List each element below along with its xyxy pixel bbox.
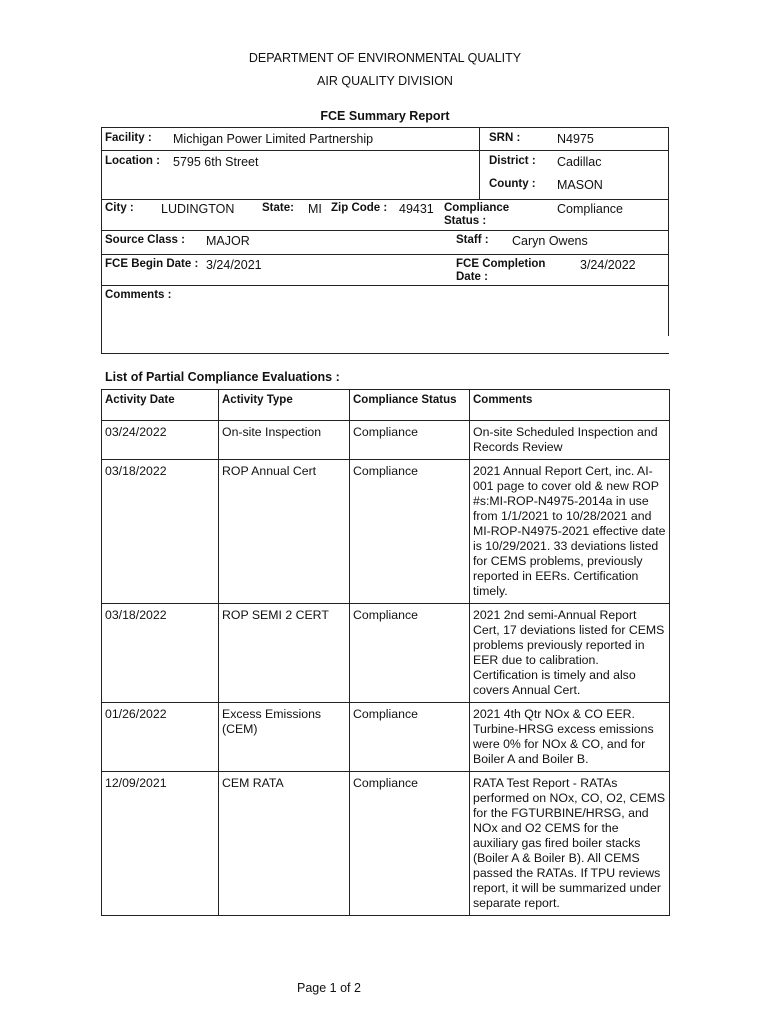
- pce-table: [101, 389, 670, 916]
- summary-column-divider: [479, 127, 480, 199]
- page-number: Page 1 of 2: [297, 981, 361, 995]
- source-class-label: Source Class :: [105, 234, 185, 246]
- city-value: LUDINGTON: [161, 202, 235, 216]
- district-label: District :: [489, 155, 536, 167]
- comments-cell: On-site Scheduled Inspection and Records Review: [470, 421, 670, 460]
- compliance-status-value: Compliance: [557, 202, 624, 216]
- compliance-status-cell: Compliance: [350, 703, 470, 772]
- activity-type-cell: On-site Inspection: [219, 421, 350, 460]
- table-row: [102, 460, 670, 604]
- summary-divider: [101, 199, 669, 200]
- staff-value: Caryn Owens: [512, 234, 588, 248]
- summary-bottom-border: [101, 353, 669, 354]
- department-title: DEPARTMENT OF ENVIRONMENTAL QUALITY: [248, 51, 522, 65]
- staff-label: Staff :: [456, 234, 489, 246]
- compliance-status-cell: Compliance: [350, 460, 470, 604]
- table-header-row: [102, 390, 670, 421]
- fce-completion-label: FCE Completion Date :: [456, 258, 546, 283]
- activity-date-cell: 03/24/2022: [102, 421, 219, 460]
- column-header-comments: Comments: [470, 390, 670, 421]
- fce-begin-value: 3/24/2021: [206, 258, 262, 272]
- county-label: County :: [489, 178, 536, 190]
- summary-divider: [101, 254, 669, 255]
- summary-divider: [101, 285, 669, 286]
- summary-divider: [101, 150, 669, 151]
- zip-label: Zip Code :: [331, 202, 388, 214]
- activity-date-cell: 12/09/2021: [102, 772, 219, 916]
- activity-type-cell: Excess Emissions (CEM): [219, 703, 350, 772]
- table-row: [102, 421, 670, 460]
- zip-value: 49431: [399, 202, 434, 216]
- location-label: Location :: [105, 155, 160, 167]
- table-row: [102, 604, 670, 703]
- summary-left-border: [101, 127, 102, 354]
- srn-value: N4975: [557, 132, 594, 146]
- activity-type-cell: ROP SEMI 2 CERT: [219, 604, 350, 703]
- comments-cell: RATA Test Report - RATAs performed on NOx, CO, O2, CEMS for the FGTURBINE/HRSG, and NOx and O2 CEMS for the auxiliary gas fired boiler stacks (Boiler A & Boiler B). All CEMS passed the RATAs. If TPU reviews report, it will be summarized under separate report.: [470, 772, 670, 916]
- pce-list-title: List of Partial Compliance Evaluations :: [105, 370, 340, 384]
- table-row: [102, 772, 670, 916]
- summary-right-border: [668, 127, 669, 336]
- division-title: AIR QUALITY DIVISION: [317, 74, 453, 88]
- activity-type-cell: CEM RATA: [219, 772, 350, 916]
- fce-completion-value: 3/24/2022: [580, 258, 636, 272]
- activity-date-cell: 01/26/2022: [102, 703, 219, 772]
- comments-cell: 2021 4th Qtr NOx & CO EER. Turbine-HRSG excess emissions were 0% for NOx & CO, and for Boiler A and Boiler B.: [470, 703, 670, 772]
- state-value: MI: [308, 202, 322, 216]
- facility-label: Facility :: [105, 132, 152, 144]
- city-label: City :: [105, 202, 134, 214]
- table-row: [102, 703, 670, 772]
- activity-type-cell: ROP Annual Cert: [219, 460, 350, 604]
- compliance-status-cell: Compliance: [350, 772, 470, 916]
- summary-divider: [101, 230, 669, 231]
- source-class-value: MAJOR: [206, 234, 250, 248]
- srn-label: SRN :: [489, 132, 521, 144]
- report-title: FCE Summary Report: [320, 109, 450, 123]
- county-value: MASON: [557, 178, 603, 192]
- fce-begin-label: FCE Begin Date :: [105, 258, 199, 270]
- location-value: 5795 6th Street: [173, 155, 259, 169]
- column-header-activity-type: Activity Type: [219, 390, 350, 421]
- compliance-status-cell: Compliance: [350, 421, 470, 460]
- activity-date-cell: 03/18/2022: [102, 604, 219, 703]
- state-label: State:: [262, 202, 294, 214]
- column-header-compliance-status: Compliance Status: [350, 390, 470, 421]
- compliance-status-label: Compliance Status :: [444, 202, 510, 227]
- activity-date-cell: 03/18/2022: [102, 460, 219, 604]
- comments-label: Comments :: [105, 289, 172, 301]
- summary-top-border: [101, 127, 669, 128]
- column-header-activity-date: Activity Date: [102, 390, 219, 421]
- facility-value: Michigan Power Limited Partnership: [173, 132, 374, 146]
- comments-cell: 2021 Annual Report Cert, inc. AI-001 page to cover old & new ROP #s:MI-ROP-N4975-2014a in use from 1/1/2021 to 10/28/2021 and MI-ROP-N4975-2021 effective date is 10/29/2021. 33 deviations listed for CEMS problems, previously reported in EERs. Certification timely.: [470, 460, 670, 604]
- district-value: Cadillac: [557, 155, 602, 169]
- compliance-status-cell: Compliance: [350, 604, 470, 703]
- comments-cell: 2021 2nd semi-Annual Report Cert, 17 deviations listed for CEMS problems previously reported in EER due to calibration. Certification is timely and also covers Annual Cert.: [470, 604, 670, 703]
